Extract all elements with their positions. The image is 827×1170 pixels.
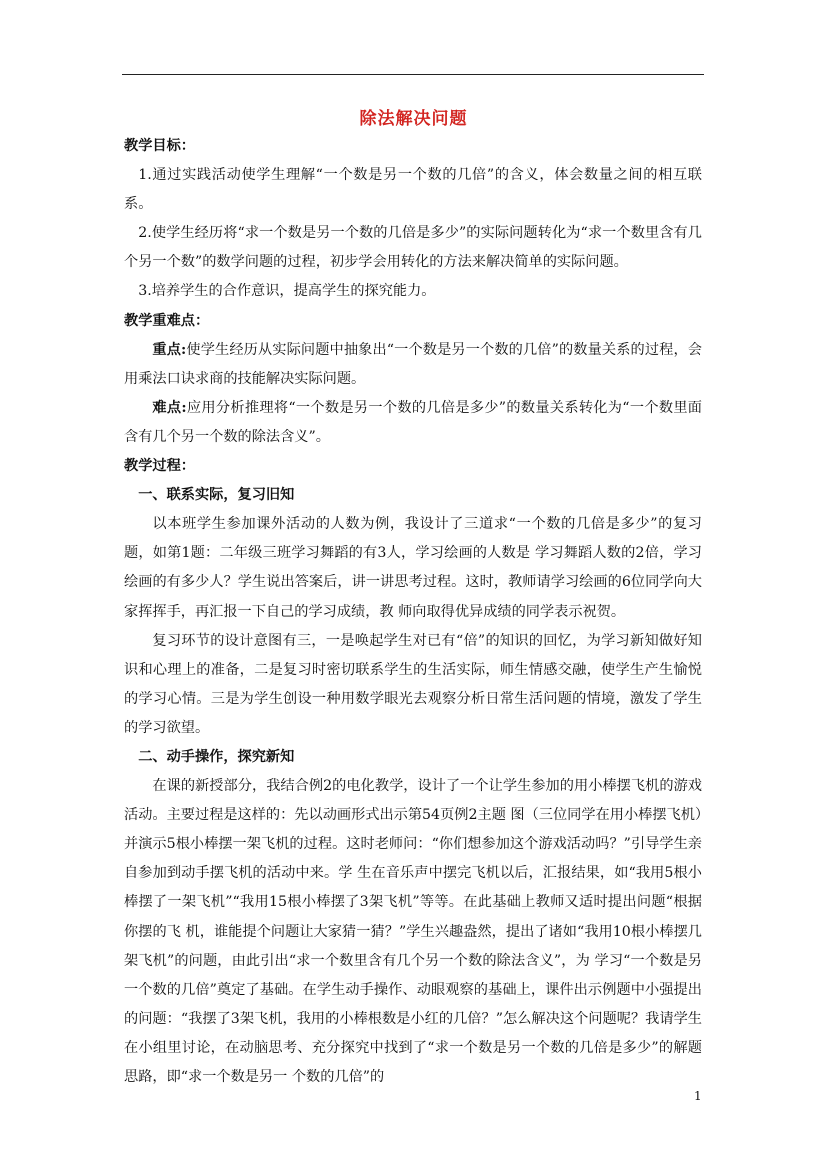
objective-paragraph: 2.使学生经历将“求一个数是另一个数的几倍是多少”的实际问题转化为“求一个数里含有几个另一个数”的数学问题的过程，初步学会用转化的方法来解决简单的实际问题。 [124, 225, 702, 271]
document-title: 除法解决问题 [359, 109, 468, 129]
section-heading-key-points: 教学重难点： [124, 312, 210, 329]
difficult-point-label: 难点: [152, 399, 187, 416]
process-paragraph: 在课的新授部分，我结合例2的电化教学，设计了一个让学生参加的用小棒摆飞机的游戏活动。主要过程是这样的：先以动画形式出示第54页例2主题 图（三位同学在用小棒摆飞机）并演示5根小棒摆一架飞机的过程。这时老师问：“你们想参加这个游戏活动吗？”引导学生亲自参加到动手摆飞机的活动中来。学 生在音乐声中摆完飞机以后，汇报结果，如“我用5根小棒摆了一架飞机”“我用15根小棒摆了3架飞机”等等。在此基础上教师又适时提出问题“根据你摆的飞 机，谁能提个问题让大家猜一猜？”学生兴趣盎然，提出了诸如“我用10根小棒摆几架飞机”的问题，由此引出“求一个数里含有几个另一个数的除法含义”，为 学习“一个数是另一个数的几倍”奠定了基础。在学生动手操作、动眼观察的基础上，课件出示例题中小强提出的问题：“我摆了3架飞机，我用的小棒根数是小红的几倍？”怎么解决这个问题呢？我请学生在小组里讨论，在动脑思考、充分探究中找到了“求一个数是另一个数的几倍是多少”的解题思路，即“求一个数是另一 个数的几倍”的 [124, 778, 702, 1085]
header-rule [122, 74, 704, 75]
objective-paragraph: 3.培养学生的合作意识，提高学生的探究能力。 [138, 283, 436, 300]
key-point-paragraph [124, 336, 702, 394]
page-number: 1 [694, 1089, 702, 1103]
key-point-text: 使学生经历从实际问题中抽象出“一个数是另一个数的几倍”的数量关系的过程，会用乘法口诀求商的技能解决实际问题。 [124, 341, 702, 387]
subsection-heading-explore: 二、动手操作，探究新知 [138, 748, 295, 765]
difficult-point-text: 应用分析推理将“一个数是另一个数的几倍是多少”的数量关系转化为“一个数里面含有几个另一个数的除法含义”。 [124, 399, 702, 445]
objective-paragraph: 1.通过实践活动使学生理解“一个数是另一个数的几倍”的含义，体会数量之间的相互联系。 [124, 167, 702, 213]
section-heading-process: 教学过程： [124, 458, 195, 475]
document-body [124, 132, 702, 1092]
subsection-heading-review: 一、联系实际，复习旧知 [138, 487, 295, 504]
process-paragraph: 复习环节的设计意图有三，一是唤起学生对已有“倍”的知识的回忆，为学习新知做好知识和心理上的准备，二是复习时密切联系学生的生活实际，师生情感交融，使学生产生愉悦的学习心情。三是为学生创设一种用数学眼光去观察分析日常生活问题的情境，激发了学生的学习欲望。 [124, 632, 702, 736]
key-point-label: 重点: [152, 341, 187, 358]
section-heading-objectives: 教学目标： [124, 138, 195, 154]
difficult-point-paragraph [124, 394, 702, 452]
process-paragraph: 以本班学生参加课外活动的人数为例，我设计了三道求“一个数的几倍是多少”的复习题，如第1题：二年级三班学习舞蹈的有3人，学习绘画的人数是 学习舞蹈人数的2倍，学习绘画的有多少人？学生说出答案后，讲一讲思考过程。这时，教师请学习绘画的6位同学向大家挥挥手，再汇报一下自己的学习成绩，教 师向取得优异成绩的同学表示祝贺。 [124, 516, 702, 620]
